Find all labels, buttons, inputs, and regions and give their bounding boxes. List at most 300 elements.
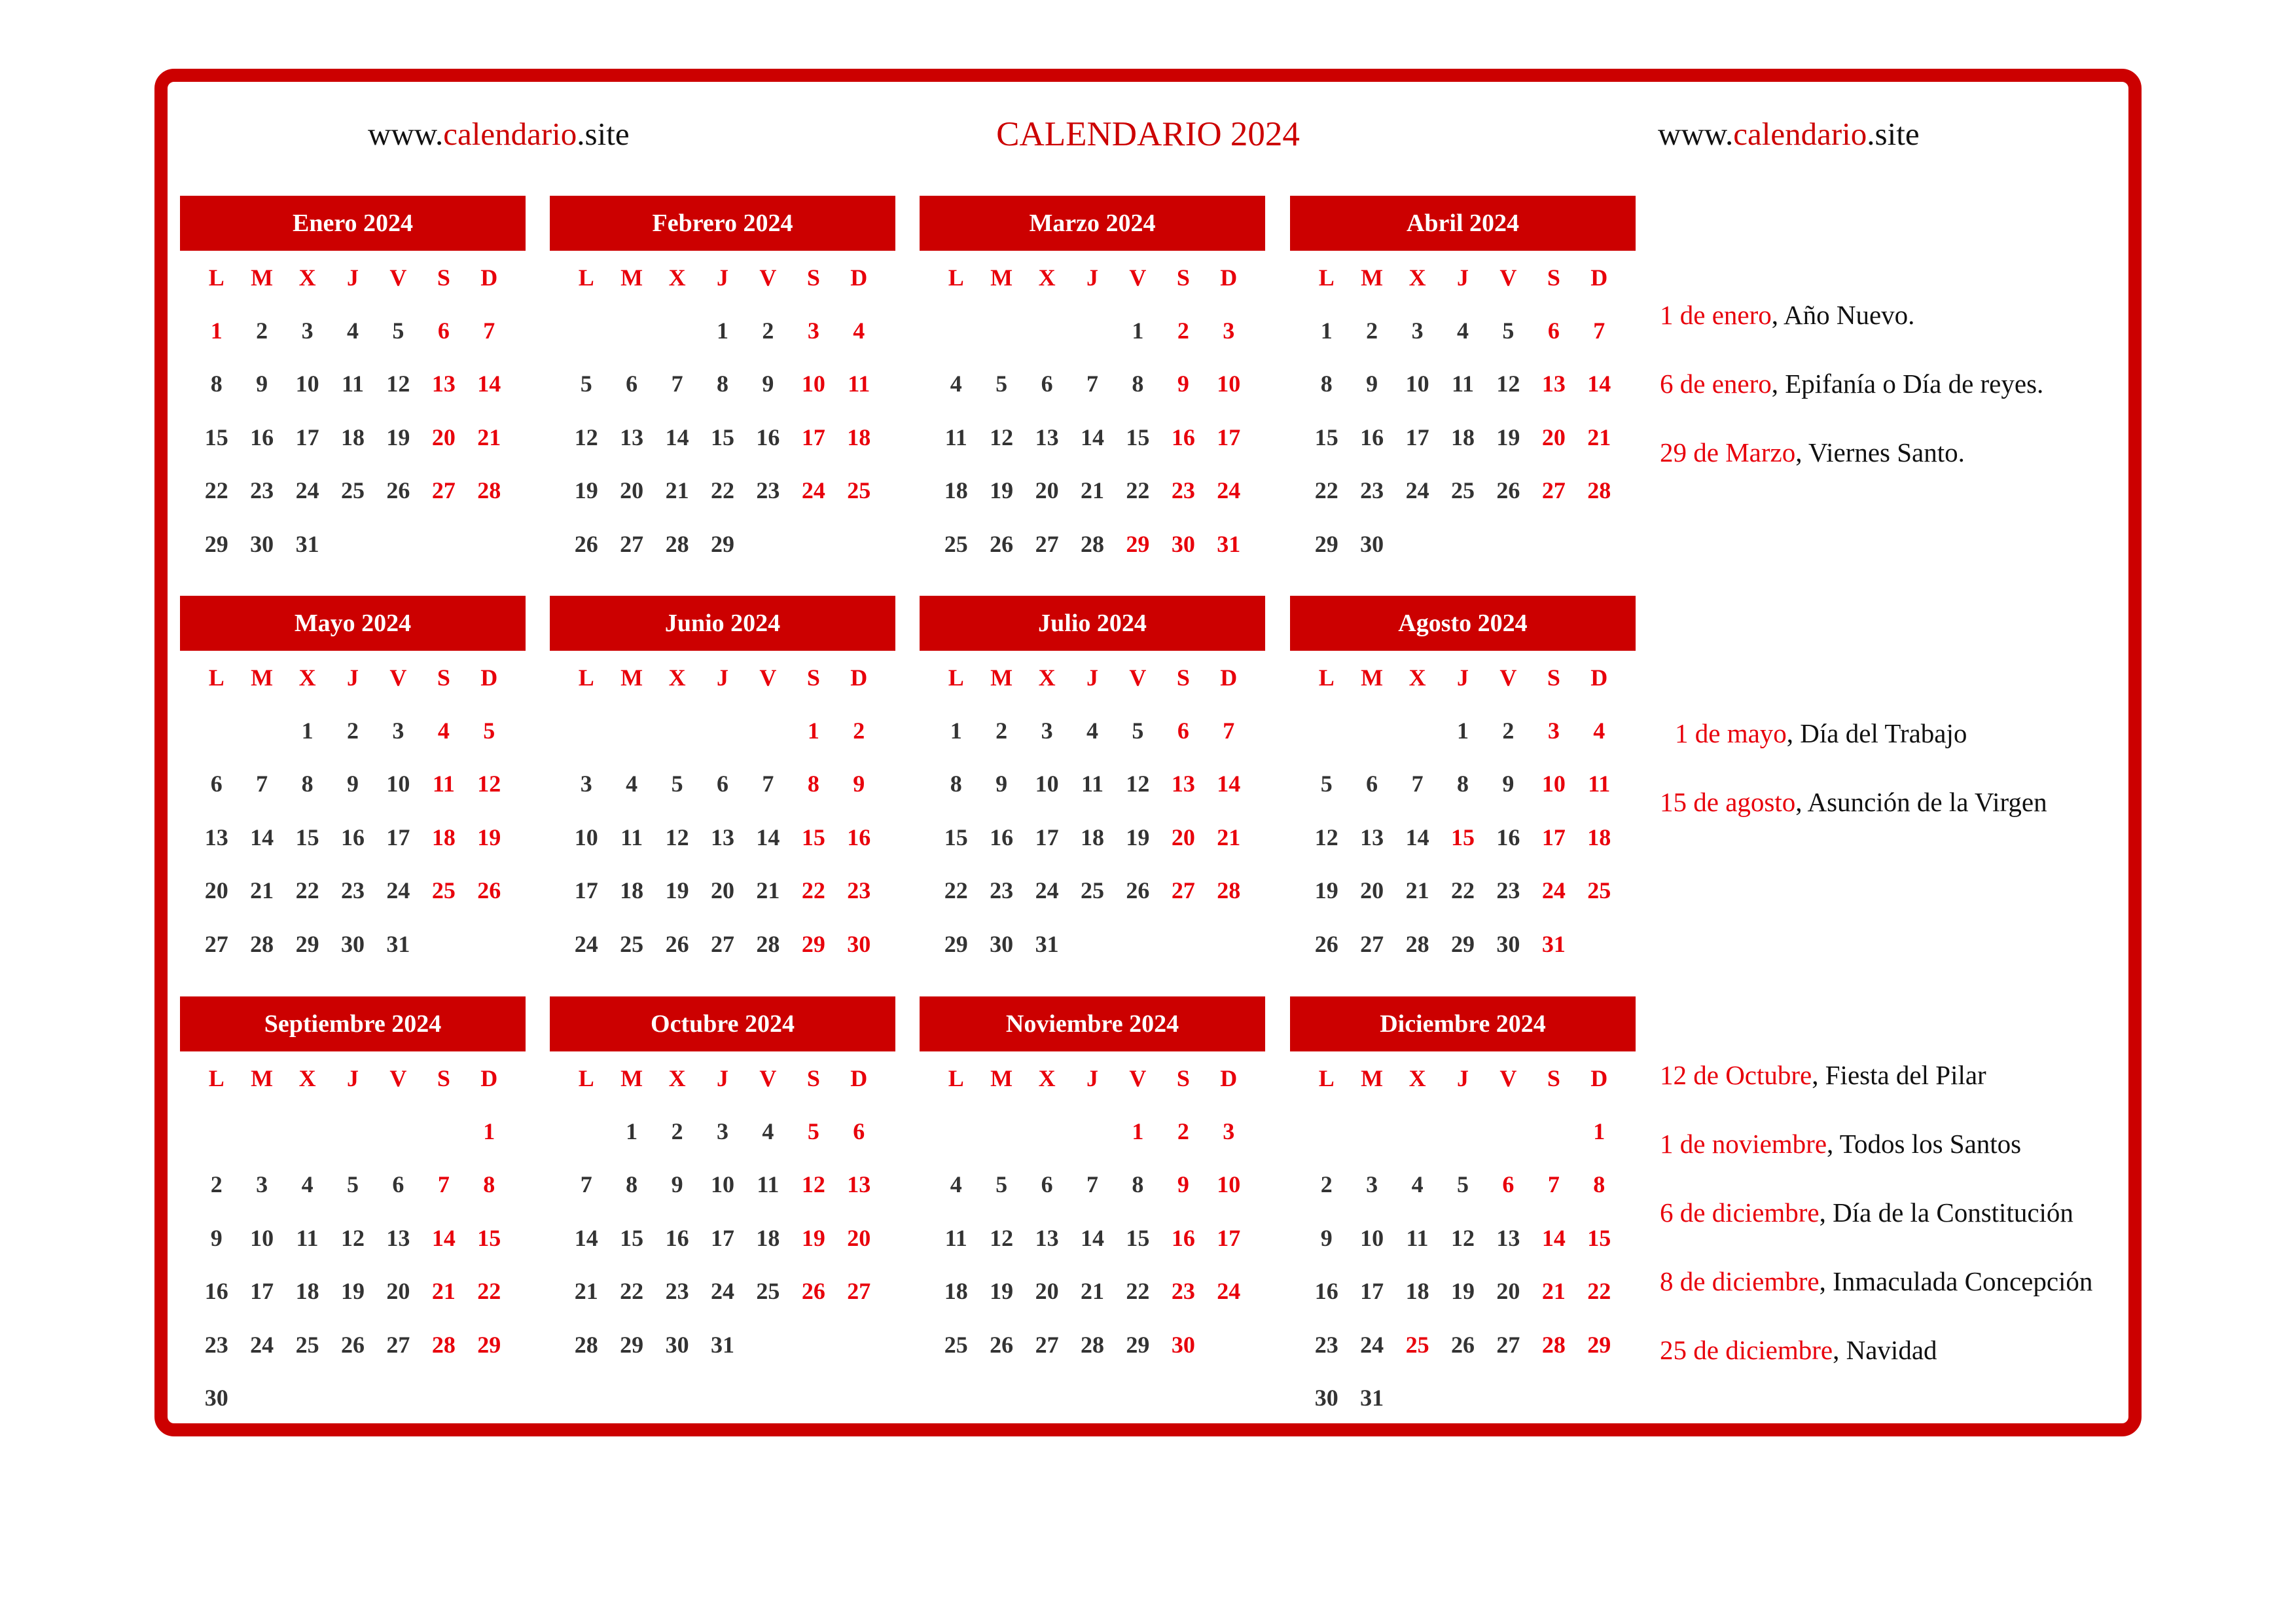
weekday-header: D [850, 264, 868, 291]
day-cell: 18 [1587, 824, 1611, 850]
weekday-header: D [480, 264, 498, 291]
day-cell: 1 [950, 718, 962, 744]
holiday-date: 8 de diciembre [1660, 1266, 1820, 1296]
holiday-item [1675, 715, 1967, 752]
day-cell: 17 [250, 1278, 274, 1305]
day-cell: 4 [1593, 718, 1605, 744]
day-cell: 8 [1456, 771, 1469, 797]
weekday-header: M [990, 664, 1013, 691]
day-cell: 14 [1541, 1224, 1566, 1251]
empty-cell [1395, 704, 1440, 757]
day-cell: 30 [1496, 930, 1520, 957]
day-cell: 4 [1086, 718, 1098, 744]
holiday-item [1660, 784, 2047, 820]
weekday-header: X [298, 1065, 316, 1091]
day-cell: 20 [620, 477, 644, 504]
day-cell: 20 [204, 877, 228, 904]
day-cell: 10 [1035, 771, 1059, 797]
day-cell: 14 [1405, 824, 1429, 850]
day-cell: 13 [386, 1224, 410, 1251]
day-cell: 16 [1171, 424, 1195, 450]
weekday-header: S [1547, 664, 1560, 691]
month-block [550, 196, 895, 570]
day-cell: 1 [1456, 718, 1469, 744]
weekday-header: J [1086, 264, 1098, 291]
empty-cell [655, 704, 700, 757]
day-cell: 26 [340, 1331, 365, 1358]
day-cell: 12 [1496, 371, 1520, 397]
day-cell: 1 [716, 318, 728, 344]
day-cell: 24 [250, 1331, 274, 1358]
day-cell: 27 [431, 477, 456, 504]
day-cell: 3 [392, 718, 404, 744]
month-grid [920, 1051, 1265, 1371]
day-cell: 16 [204, 1278, 228, 1305]
month-block [1290, 996, 1636, 1425]
day-cell: 16 [756, 424, 780, 450]
day-cell: 7 [256, 771, 268, 797]
empty-cell [1024, 304, 1069, 357]
holiday-name: , Día de la Constitución [1819, 1197, 2073, 1228]
day-cell: 4 [950, 371, 962, 397]
weekday-header: V [1499, 264, 1517, 291]
day-cell: 2 [1366, 318, 1378, 344]
weekday-header: L [578, 1065, 594, 1091]
weekday-header: D [1590, 664, 1608, 691]
weekday-header: J [346, 664, 359, 691]
day-cell: 19 [477, 824, 501, 850]
month-header: Mayo 2024 [180, 596, 526, 651]
day-cell: 29 [1126, 530, 1150, 557]
day-cell: 16 [847, 824, 871, 850]
day-cell: 8 [807, 771, 819, 797]
holiday-date: 6 de enero [1660, 369, 1772, 399]
day-cell: 11 [341, 371, 364, 397]
month-grid [180, 1051, 526, 1425]
month-block [1290, 196, 1636, 570]
day-cell: 22 [477, 1278, 501, 1305]
weekday-header: M [990, 1065, 1013, 1091]
month-block [180, 596, 526, 970]
month-header: Abril 2024 [1290, 196, 1636, 251]
day-cell: 16 [665, 1224, 689, 1251]
day-cell: 12 [340, 1224, 365, 1251]
weekday-header: D [480, 1065, 498, 1091]
day-cell: 6 [1177, 718, 1189, 744]
site-prefix: www. [368, 116, 444, 152]
day-cell: 4 [301, 1171, 314, 1198]
day-cell: 28 [1405, 930, 1429, 957]
month-header: Octubre 2024 [550, 996, 895, 1051]
day-cell: 28 [477, 477, 501, 504]
holiday-item [1660, 1057, 1986, 1093]
day-cell: 31 [710, 1331, 734, 1358]
site-url-left[interactable] [368, 111, 630, 157]
empty-cell [421, 1104, 466, 1158]
day-cell: 27 [386, 1331, 410, 1358]
site-url-right[interactable] [1658, 111, 1920, 157]
day-cell: 8 [483, 1171, 495, 1198]
weekday-header: D [850, 664, 868, 691]
day-cell: 24 [710, 1278, 734, 1305]
day-cell: 1 [1132, 318, 1144, 344]
day-cell: 4 [853, 318, 865, 344]
day-cell: 27 [710, 930, 734, 957]
day-cell: 7 [1411, 771, 1424, 797]
month-grid [180, 651, 526, 970]
day-cell: 18 [620, 877, 644, 904]
weekday-header: X [298, 664, 316, 691]
weekday-header: L [948, 664, 964, 691]
day-cell: 28 [1080, 1331, 1104, 1358]
day-cell: 30 [1360, 530, 1384, 557]
day-cell: 15 [295, 824, 319, 850]
day-cell: 6 [1041, 371, 1053, 397]
day-cell: 21 [1217, 824, 1241, 850]
day-cell: 2 [1177, 1118, 1189, 1145]
day-cell: 24 [1405, 477, 1429, 504]
weekday-header: D [850, 1065, 868, 1091]
day-cell: 13 [1360, 824, 1384, 850]
day-cell: 22 [1587, 1278, 1611, 1305]
empty-cell [564, 304, 609, 357]
empty-cell [933, 1104, 978, 1158]
day-cell: 5 [580, 371, 592, 397]
day-cell: 11 [432, 771, 455, 797]
day-cell: 31 [1217, 530, 1241, 557]
day-cell: 14 [1587, 371, 1611, 397]
day-cell: 25 [1450, 477, 1475, 504]
day-cell: 11 [944, 1224, 967, 1251]
day-cell: 2 [210, 1171, 223, 1198]
weekday-header: S [437, 1065, 450, 1091]
holiday-date: 29 de Marzo [1660, 437, 1796, 467]
weekday-header: V [389, 1065, 407, 1091]
day-cell: 26 [990, 530, 1014, 557]
day-cell: 25 [1587, 877, 1611, 904]
weekday-header: D [480, 664, 498, 691]
day-cell: 29 [944, 930, 968, 957]
day-cell: 22 [801, 877, 825, 904]
empty-cell [933, 304, 978, 357]
day-cell: 5 [483, 718, 495, 744]
day-cell: 6 [1502, 1171, 1515, 1198]
day-cell: 21 [574, 1278, 598, 1305]
holiday-name: , Viernes Santo. [1795, 437, 1965, 467]
day-cell: 28 [431, 1331, 456, 1358]
day-cell: 29 [1450, 930, 1475, 957]
day-cell: 6 [626, 371, 638, 397]
day-cell: 8 [301, 771, 314, 797]
day-cell: 1 [807, 718, 819, 744]
day-cell: 9 [1320, 1224, 1333, 1251]
day-cell: 30 [1314, 1385, 1338, 1412]
day-cell: 14 [250, 824, 274, 850]
day-cell: 6 [1547, 318, 1560, 344]
day-cell: 1 [1132, 1118, 1144, 1145]
holiday-item [1660, 434, 1965, 471]
day-cell: 3 [580, 771, 592, 797]
empty-cell [239, 1104, 284, 1158]
weekday-header: M [990, 264, 1013, 291]
day-cell: 19 [340, 1278, 365, 1305]
day-cell: 12 [801, 1171, 825, 1198]
month-grid [550, 651, 895, 970]
day-cell: 10 [1217, 371, 1241, 397]
day-cell: 25 [620, 930, 644, 957]
day-cell: 8 [1132, 1171, 1144, 1198]
day-cell: 1 [1593, 1118, 1605, 1145]
day-cell: 10 [1360, 1224, 1384, 1251]
day-cell: 1 [210, 318, 223, 344]
day-cell: 4 [626, 771, 638, 797]
weekday-header: X [668, 264, 686, 291]
month-grid [1290, 1051, 1636, 1425]
day-cell: 23 [204, 1331, 228, 1358]
day-cell: 18 [944, 1278, 968, 1305]
day-cell: 7 [483, 318, 495, 344]
day-cell: 1 [626, 1118, 638, 1145]
day-cell: 5 [392, 318, 404, 344]
weekday-header: X [1038, 1065, 1056, 1091]
day-cell: 26 [990, 1331, 1014, 1358]
day-cell: 13 [1541, 371, 1566, 397]
empty-cell [194, 1104, 239, 1158]
day-cell: 22 [1126, 1278, 1150, 1305]
day-cell: 20 [1541, 424, 1566, 450]
day-cell: 2 [853, 718, 865, 744]
day-cell: 15 [1587, 1224, 1611, 1251]
day-cell: 4 [437, 718, 450, 744]
day-cell: 11 [757, 1171, 780, 1198]
weekday-header: S [1176, 264, 1190, 291]
month-header: Diciembre 2024 [1290, 996, 1636, 1051]
day-cell: 18 [756, 1224, 780, 1251]
weekday-header: M [1361, 264, 1384, 291]
day-cell: 11 [1588, 771, 1611, 797]
day-cell: 25 [340, 477, 365, 504]
weekday-header: M [251, 1065, 274, 1091]
weekday-header: V [759, 664, 777, 691]
empty-cell [1024, 1104, 1069, 1158]
weekday-header: X [668, 664, 686, 691]
day-cell: 11 [1081, 771, 1103, 797]
weekday-header: D [1590, 1065, 1608, 1091]
day-cell: 10 [1217, 1171, 1241, 1198]
day-cell: 3 [1041, 718, 1053, 744]
day-cell: 28 [1541, 1331, 1566, 1358]
day-cell: 29 [295, 930, 319, 957]
day-cell: 27 [1541, 477, 1566, 504]
day-cell: 25 [431, 877, 456, 904]
month-grid [550, 1051, 895, 1371]
month-header: Febrero 2024 [550, 196, 895, 251]
day-cell: 10 [295, 371, 319, 397]
day-cell: 3 [256, 1171, 268, 1198]
day-cell: 22 [710, 477, 734, 504]
weekday-header: X [1408, 664, 1426, 691]
weekday-header: L [948, 1065, 964, 1091]
day-cell: 30 [1171, 530, 1195, 557]
weekday-header: X [1038, 664, 1056, 691]
day-cell: 11 [1406, 1224, 1429, 1251]
day-cell: 17 [1360, 1278, 1384, 1305]
weekday-header: L [208, 1065, 224, 1091]
weekday-header: D [1220, 1065, 1238, 1091]
day-cell: 1 [1320, 318, 1333, 344]
weekday-header: J [1456, 664, 1469, 691]
holiday-item [1660, 297, 1914, 333]
weekday-header: S [437, 264, 450, 291]
day-cell: 5 [807, 1118, 819, 1145]
day-cell: 13 [431, 371, 456, 397]
day-cell: 18 [1405, 1278, 1429, 1305]
weekday-header: D [1220, 664, 1238, 691]
day-cell: 7 [1086, 1171, 1098, 1198]
day-cell: 21 [756, 877, 780, 904]
day-cell: 4 [1411, 1171, 1424, 1198]
day-cell: 2 [1502, 718, 1515, 744]
day-cell: 14 [1080, 424, 1104, 450]
day-cell: 2 [671, 1118, 683, 1145]
day-cell: 18 [1080, 824, 1104, 850]
day-cell: 17 [1035, 824, 1059, 850]
weekday-header: V [1499, 1065, 1517, 1091]
day-cell: 19 [801, 1224, 825, 1251]
empty-cell [564, 1104, 609, 1158]
day-cell: 14 [1080, 1224, 1104, 1251]
day-cell: 30 [250, 530, 274, 557]
weekday-header: V [1129, 264, 1147, 291]
day-cell: 29 [1126, 1331, 1150, 1358]
weekday-header: M [620, 1065, 643, 1091]
day-cell: 30 [847, 930, 871, 957]
day-cell: 7 [1547, 1171, 1560, 1198]
empty-cell [239, 704, 284, 757]
holiday-item [1660, 1332, 1937, 1368]
day-cell: 19 [1450, 1278, 1475, 1305]
day-cell: 15 [1450, 824, 1475, 850]
weekday-header: J [716, 1065, 728, 1091]
day-cell: 12 [990, 1224, 1014, 1251]
day-cell: 26 [801, 1278, 825, 1305]
day-cell: 7 [1223, 718, 1235, 744]
day-cell: 18 [1450, 424, 1475, 450]
empty-cell [1304, 1104, 1349, 1158]
day-cell: 12 [1126, 771, 1150, 797]
weekday-header: S [1176, 1065, 1190, 1091]
day-cell: 6 [1366, 771, 1378, 797]
day-cell: 8 [626, 1171, 638, 1198]
day-cell: 27 [1360, 930, 1384, 957]
empty-cell [655, 304, 700, 357]
day-cell: 13 [204, 824, 228, 850]
day-cell: 2 [1177, 318, 1189, 344]
day-cell: 23 [1314, 1331, 1338, 1358]
weekday-header: S [806, 264, 820, 291]
holiday-name: , Año Nuevo. [1771, 300, 1915, 330]
day-cell: 9 [210, 1224, 223, 1251]
day-cell: 10 [1541, 771, 1566, 797]
day-cell: 11 [944, 424, 967, 450]
day-cell: 12 [574, 424, 598, 450]
day-cell: 23 [1171, 477, 1195, 504]
day-cell: 2 [346, 718, 359, 744]
day-cell: 20 [1035, 477, 1059, 504]
empty-cell [609, 704, 654, 757]
day-cell: 8 [1132, 371, 1144, 397]
day-cell: 9 [1366, 371, 1378, 397]
holiday-name: , Todos los Santos [1827, 1129, 2022, 1159]
day-cell: 13 [1496, 1224, 1520, 1251]
day-cell: 6 [392, 1171, 404, 1198]
day-cell: 17 [1217, 1224, 1241, 1251]
day-cell: 3 [807, 318, 819, 344]
month-header: Junio 2024 [550, 596, 895, 651]
day-cell: 24 [1217, 477, 1241, 504]
month-grid [180, 251, 526, 570]
day-cell: 27 [620, 530, 644, 557]
day-cell: 22 [620, 1278, 644, 1305]
day-cell: 26 [1450, 1331, 1475, 1358]
holiday-item [1660, 1194, 2073, 1231]
weekday-header: V [759, 264, 777, 291]
empty-cell [1531, 1104, 1576, 1158]
day-cell: 11 [1451, 371, 1474, 397]
day-cell: 4 [950, 1171, 962, 1198]
weekday-header: J [1456, 264, 1469, 291]
empty-cell [1486, 1104, 1531, 1158]
month-grid [920, 651, 1265, 970]
weekday-header: L [578, 664, 594, 691]
weekday-header: S [437, 664, 450, 691]
day-cell: 2 [762, 318, 774, 344]
day-cell: 13 [1171, 771, 1195, 797]
day-cell: 10 [574, 824, 598, 850]
day-cell: 10 [386, 771, 410, 797]
day-cell: 17 [574, 877, 598, 904]
day-cell: 3 [1366, 1171, 1378, 1198]
weekday-header: S [1547, 264, 1560, 291]
day-cell: 28 [574, 1331, 598, 1358]
weekday-header: L [948, 264, 964, 291]
day-cell: 19 [1126, 824, 1150, 850]
day-cell: 28 [665, 530, 689, 557]
day-cell: 18 [847, 424, 871, 450]
weekday-header: V [759, 1065, 777, 1091]
empty-cell [700, 704, 745, 757]
day-cell: 27 [204, 930, 228, 957]
weekday-header: S [806, 664, 820, 691]
day-cell: 4 [1456, 318, 1469, 344]
day-cell: 25 [1405, 1331, 1429, 1358]
day-cell: 9 [346, 771, 359, 797]
day-cell: 24 [1360, 1331, 1384, 1358]
day-cell: 26 [574, 530, 598, 557]
day-cell: 23 [250, 477, 274, 504]
empty-cell [1349, 704, 1394, 757]
day-cell: 10 [1405, 371, 1429, 397]
day-cell: 28 [1217, 877, 1241, 904]
day-cell: 19 [990, 477, 1014, 504]
month-header: Julio 2024 [920, 596, 1265, 651]
day-cell: 9 [996, 771, 1008, 797]
day-cell: 21 [1541, 1278, 1566, 1305]
day-cell: 12 [990, 424, 1014, 450]
day-cell: 18 [340, 424, 365, 450]
day-cell: 7 [437, 1171, 450, 1198]
day-cell: 29 [710, 530, 734, 557]
